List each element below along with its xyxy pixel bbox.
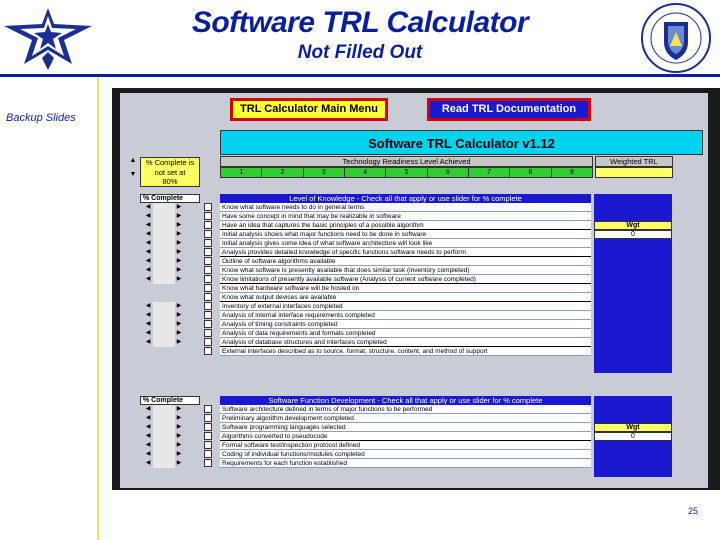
knowledge-percent-header: % Complete <box>140 194 200 203</box>
slider-left-arrow-icon[interactable]: ◀ <box>145 424 151 430</box>
checklist-item-label: Inventory of external interfaces completed <box>220 302 591 311</box>
trl-level-5: 5 <box>386 168 427 177</box>
checklist-item-label: Software architecture defined in terms of major functions to be performed <box>220 405 591 414</box>
slider-left-arrow-icon[interactable]: ◀ <box>145 213 151 219</box>
checkbox[interactable] <box>204 405 212 413</box>
slider-right-arrow-icon[interactable]: ▶ <box>176 442 182 448</box>
slider-right-arrow-icon[interactable]: ▶ <box>176 213 182 219</box>
slider-right-arrow-icon[interactable]: ▶ <box>176 258 182 264</box>
checklist-row <box>120 459 591 468</box>
percent-slider[interactable] <box>153 338 175 347</box>
checklist-item-label: Know what software is presently available that does similar task (inventory completed) <box>220 266 591 275</box>
checklist-row <box>120 432 591 441</box>
checkbox[interactable] <box>204 320 212 328</box>
checklist-row <box>120 239 591 248</box>
checklist-row <box>120 302 591 311</box>
percent-slider[interactable] <box>153 414 175 423</box>
percent-slider[interactable] <box>153 212 175 221</box>
checkbox[interactable] <box>204 450 212 458</box>
slider-right-arrow-icon[interactable]: ▶ <box>176 330 182 336</box>
trl-level-7: 7 <box>469 168 510 177</box>
checkbox[interactable] <box>204 293 212 301</box>
checkbox[interactable] <box>204 239 212 247</box>
checklist-item-label: Formal software test/inspection protocol defined <box>220 441 591 450</box>
percent-slider[interactable] <box>153 221 175 230</box>
checklist-item-label: External interfaces described as to source, format, structure, content, and method of support <box>220 347 591 356</box>
checklist-item-label: Analysis of data requirements and formats completed <box>220 329 591 338</box>
slider-left-arrow-icon[interactable]: ◀ <box>145 460 151 466</box>
sidebar-divider <box>97 77 99 540</box>
percent-slider[interactable] <box>153 405 175 414</box>
checklist-item-label: Know what software needs to do in general terms <box>220 203 591 212</box>
percent-complete-value: 80% <box>162 177 178 186</box>
slider-right-arrow-icon[interactable]: ▶ <box>176 424 182 430</box>
checkbox[interactable] <box>204 311 212 319</box>
checkbox[interactable] <box>204 441 212 449</box>
percent-slider[interactable] <box>153 257 175 266</box>
slider-left-arrow-icon[interactable]: ◀ <box>145 321 151 327</box>
slider-right-arrow-icon[interactable]: ▶ <box>176 321 182 327</box>
checkbox[interactable] <box>204 338 212 346</box>
percent-complete-setting <box>140 157 200 187</box>
section-label: Backup Slides <box>6 112 76 124</box>
slider-left-arrow-icon[interactable]: ◀ <box>145 339 151 345</box>
checklist-item-label: Initial analysis shows what major functions need to be done in software <box>220 230 591 239</box>
slider-right-arrow-icon[interactable]: ▶ <box>176 204 182 210</box>
main-menu-button[interactable]: TRL Calculator Main Menu <box>230 98 388 121</box>
slider-right-arrow-icon[interactable]: ▶ <box>176 339 182 345</box>
percent-slider[interactable] <box>153 203 175 212</box>
percent-slider[interactable] <box>153 450 175 459</box>
trl-level-3: 3 <box>304 168 345 177</box>
slider-right-arrow-icon[interactable]: ▶ <box>176 303 182 309</box>
checklist-item-label: Analysis of database structures and interfaces completed <box>220 338 591 347</box>
checklist-row <box>120 257 591 266</box>
spinner-up-icon[interactable]: ▲ <box>129 157 137 164</box>
checkbox[interactable] <box>204 248 212 256</box>
checklist-row <box>120 338 591 347</box>
slide-title: Software TRL Calculator <box>191 6 529 39</box>
slider-right-arrow-icon[interactable]: ▶ <box>176 249 182 255</box>
slider-left-arrow-icon[interactable]: ◀ <box>145 442 151 448</box>
slider-left-arrow-icon[interactable]: ◀ <box>145 231 151 237</box>
slider-left-arrow-icon[interactable]: ◀ <box>145 330 151 336</box>
checklist-row <box>120 230 591 239</box>
read-documentation-button[interactable]: Read TRL Documentation <box>427 98 591 121</box>
checkbox[interactable] <box>204 230 212 238</box>
checkbox[interactable] <box>204 284 212 292</box>
percent-slider[interactable] <box>153 459 175 468</box>
knowledge-wgt-value: 0 <box>594 230 672 239</box>
checklist-row <box>120 203 591 212</box>
weighted-trl-value <box>595 167 673 178</box>
slider-right-arrow-icon[interactable]: ▶ <box>176 451 182 457</box>
checkbox[interactable] <box>204 275 212 283</box>
spreadsheet-window <box>112 88 720 490</box>
slider-left-arrow-icon[interactable]: ◀ <box>145 303 151 309</box>
function-wgt-value: 0 <box>594 432 672 441</box>
percent-slider[interactable] <box>153 329 175 338</box>
checklist-row <box>120 311 591 320</box>
checklist-row <box>120 347 591 356</box>
function-side-panel <box>594 396 672 423</box>
checkbox[interactable] <box>204 329 212 337</box>
trl-level-row <box>220 167 593 178</box>
checkbox[interactable] <box>204 302 212 310</box>
slider-left-arrow-icon[interactable]: ◀ <box>145 258 151 264</box>
checklist-item-label: Software programming languages selected <box>220 423 591 432</box>
checklist-row <box>120 450 591 459</box>
checklist-row <box>120 423 591 432</box>
function-wgt-label: Wgt <box>594 423 672 432</box>
slider-right-arrow-icon[interactable]: ▶ <box>176 415 182 421</box>
checklist-item-label: Algorithms converted to pseudocode <box>220 432 591 441</box>
slide-subtitle: Not Filled Out <box>297 42 423 63</box>
slider-right-arrow-icon[interactable]: ▶ <box>176 240 182 246</box>
checkbox[interactable] <box>204 266 212 274</box>
knowledge-side-panel-lower <box>594 239 672 373</box>
slider-right-arrow-icon[interactable]: ▶ <box>176 267 182 273</box>
checklist-row <box>120 405 591 414</box>
checkbox[interactable] <box>204 423 212 431</box>
percent-slider[interactable] <box>153 423 175 432</box>
checklist-item-label: Analysis of internal interface requirements completed <box>220 311 591 320</box>
checklist-item-label: Know what output devices are available <box>220 293 591 302</box>
slider-left-arrow-icon[interactable]: ◀ <box>145 267 151 273</box>
checklist-row <box>120 284 591 293</box>
checklist-item-label: Analysis of timing constraints completed <box>220 320 591 329</box>
slider-right-arrow-icon[interactable]: ▶ <box>176 460 182 466</box>
slider-left-arrow-icon[interactable]: ◀ <box>145 276 151 282</box>
percent-slider[interactable] <box>153 266 175 275</box>
trl-level-8: 8 <box>510 168 551 177</box>
checklist-row <box>120 293 591 302</box>
knowledge-side-panel <box>594 194 672 221</box>
checklist-item-label: Coding of individual functions/modules completed <box>220 450 591 459</box>
slider-right-arrow-icon[interactable]: ▶ <box>176 276 182 282</box>
checkbox[interactable] <box>204 212 212 220</box>
checklist-item-label: Know what hardware software will be hosted on <box>220 284 591 293</box>
slider-left-arrow-icon[interactable]: ◀ <box>145 222 151 228</box>
checkbox[interactable] <box>204 221 212 229</box>
percent-slider[interactable] <box>153 320 175 329</box>
spinner-down-icon[interactable]: ▼ <box>129 171 137 178</box>
afrl-shield-icon <box>640 2 712 74</box>
calculator-title: Software TRL Calculator v1.12 <box>220 130 703 155</box>
checkbox[interactable] <box>204 347 212 355</box>
checklist-row <box>120 275 591 284</box>
weighted-trl-label: Weighted TRL <box>595 156 673 167</box>
checkbox[interactable] <box>204 432 212 440</box>
percent-slider[interactable] <box>153 248 175 257</box>
function-side-panel-lower <box>594 441 672 477</box>
trl-level-9: 9 <box>552 168 592 177</box>
percent-slider[interactable] <box>153 432 175 441</box>
checklist-row <box>120 441 591 450</box>
checklist-row <box>120 266 591 275</box>
trl-level-2: 2 <box>262 168 303 177</box>
checklist-row <box>120 320 591 329</box>
percent-slider[interactable] <box>153 239 175 248</box>
header-divider <box>0 74 720 77</box>
checklist-item-label: Analysis provides detailed knowledge of specific functions software needs to perform <box>220 248 591 257</box>
checklist-row <box>120 212 591 221</box>
percent-slider[interactable] <box>153 311 175 320</box>
function-percent-header: % Complete <box>140 396 200 405</box>
slider-right-arrow-icon[interactable]: ▶ <box>176 406 182 412</box>
checkbox[interactable] <box>204 257 212 265</box>
percent-slider[interactable] <box>153 275 175 284</box>
slider-left-arrow-icon[interactable]: ◀ <box>145 433 151 439</box>
checklist-row <box>120 329 591 338</box>
checklist-item-label: Requirements for each function established <box>220 459 591 468</box>
slider-left-arrow-icon[interactable]: ◀ <box>145 204 151 210</box>
percent-complete-label: % Complete is not set at <box>145 158 195 177</box>
knowledge-section-header: Level of Knowledge - Check all that apply or use slider for % complete <box>220 194 591 203</box>
left-sidebar <box>0 77 97 540</box>
spreadsheet-canvas <box>120 93 708 488</box>
checklist-item-label: Have an idea that captures the basic principles of a possible algorithm <box>220 221 591 230</box>
trl-level-1: 1 <box>221 168 262 177</box>
slider-left-arrow-icon[interactable]: ◀ <box>145 240 151 246</box>
slider-left-arrow-icon[interactable]: ◀ <box>145 415 151 421</box>
slider-left-arrow-icon[interactable]: ◀ <box>145 249 151 255</box>
page-number: 25 <box>687 506 698 516</box>
checklist-row <box>120 414 591 423</box>
percent-slider[interactable] <box>153 441 175 450</box>
knowledge-wgt-label: Wgt <box>594 221 672 230</box>
checkbox[interactable] <box>204 459 212 467</box>
checklist-item-label: Preliminary algorithm development completed <box>220 414 591 423</box>
checkbox[interactable] <box>204 414 212 422</box>
slider-left-arrow-icon[interactable]: ◀ <box>145 451 151 457</box>
checklist-item-label: Outline of software algorithms available <box>220 257 591 266</box>
slider-right-arrow-icon[interactable]: ▶ <box>176 231 182 237</box>
checklist-row <box>120 248 591 257</box>
slider-right-arrow-icon[interactable]: ▶ <box>176 312 182 318</box>
percent-slider[interactable] <box>153 230 175 239</box>
percent-slider[interactable] <box>153 302 175 311</box>
slider-right-arrow-icon[interactable]: ▶ <box>176 433 182 439</box>
checkbox[interactable] <box>204 203 212 211</box>
trl-header: Technology Readiness Level Achieved <box>220 156 593 167</box>
slider-right-arrow-icon[interactable]: ▶ <box>176 222 182 228</box>
function-section-header: Software Function Development - Check all that apply or use slider for % complete <box>220 396 591 405</box>
trl-level-6: 6 <box>428 168 469 177</box>
slider-left-arrow-icon[interactable]: ◀ <box>145 312 151 318</box>
checklist-row <box>120 221 591 230</box>
checklist-item-label: Know limitations of presently available software (Analysis of current software completed) <box>220 275 591 284</box>
slider-left-arrow-icon[interactable]: ◀ <box>145 406 151 412</box>
checklist-item-label: Initial analysis gives some idea of what software architecture will look like <box>220 239 591 248</box>
trl-level-4: 4 <box>345 168 386 177</box>
checklist-item-label: Have some concept in mind that may be realizable in software <box>220 212 591 221</box>
